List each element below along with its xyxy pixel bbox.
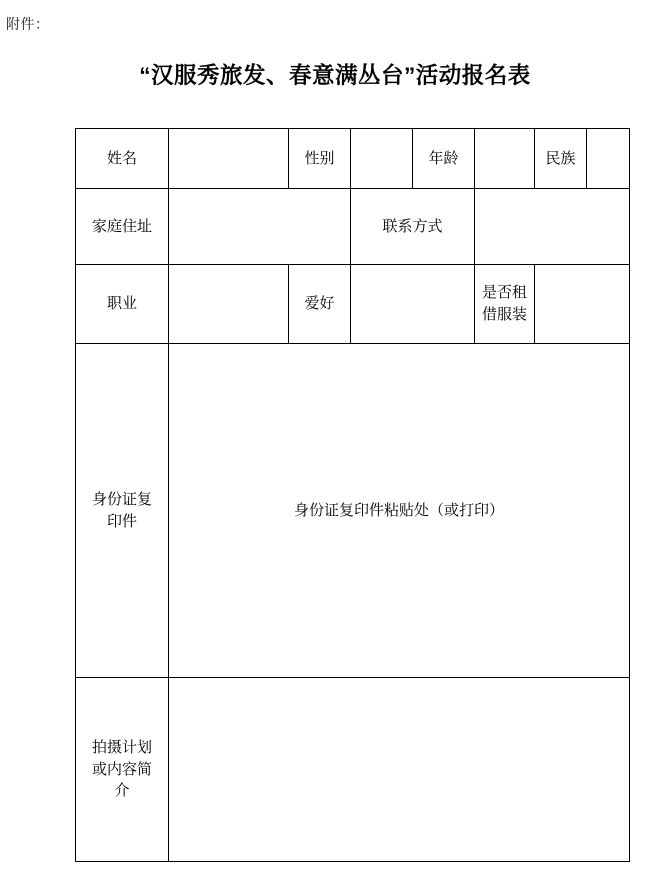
label-rent-costume (475, 265, 535, 344)
label-age: 年龄 (413, 129, 475, 189)
attachment-label: 附件： (6, 16, 50, 32)
label-plan-line1: 拍摄计划 (91, 738, 152, 756)
page-title: “汉服秀旅发、春意满丛台”活动报名表 (139, 63, 531, 88)
label-plan-line3: 介 (114, 782, 130, 800)
label-occupation: 职业 (76, 265, 169, 344)
label-hobby: 爱好 (289, 265, 351, 344)
label-id-copy-line1: 身份证复 (91, 490, 152, 508)
table-row (76, 678, 630, 862)
label-home-address: 家庭住址 (76, 189, 169, 265)
value-name[interactable] (169, 129, 289, 189)
label-rent-costume-line1: 是否租 (481, 284, 527, 302)
label-contact: 联系方式 (351, 189, 475, 265)
label-rent-costume-line2: 借服装 (481, 306, 527, 323)
label-id-copy-line2: 印件 (106, 512, 137, 530)
value-id-copy-area[interactable]: 身份证复印件粘贴处（或打印） (169, 344, 630, 678)
value-age[interactable] (475, 129, 535, 189)
value-hobby[interactable] (351, 265, 475, 344)
value-ethnicity[interactable] (587, 129, 630, 189)
registration-form-table (75, 128, 629, 862)
label-shooting-plan (76, 678, 169, 862)
label-gender: 性别 (289, 129, 351, 189)
value-shooting-plan-area[interactable] (169, 678, 630, 862)
table-row (76, 265, 630, 344)
label-ethnicity: 民族 (535, 129, 587, 189)
label-name: 姓名 (76, 129, 169, 189)
value-rent-costume[interactable] (535, 265, 630, 344)
table-row (76, 189, 630, 265)
label-id-copy (76, 344, 169, 678)
value-contact[interactable] (475, 189, 630, 265)
value-occupation[interactable] (169, 265, 289, 344)
value-gender[interactable] (351, 129, 413, 189)
table-row (76, 129, 630, 189)
table-row (76, 344, 630, 678)
label-plan-line2: 或内容简 (91, 760, 152, 778)
value-home-address[interactable] (169, 189, 351, 265)
